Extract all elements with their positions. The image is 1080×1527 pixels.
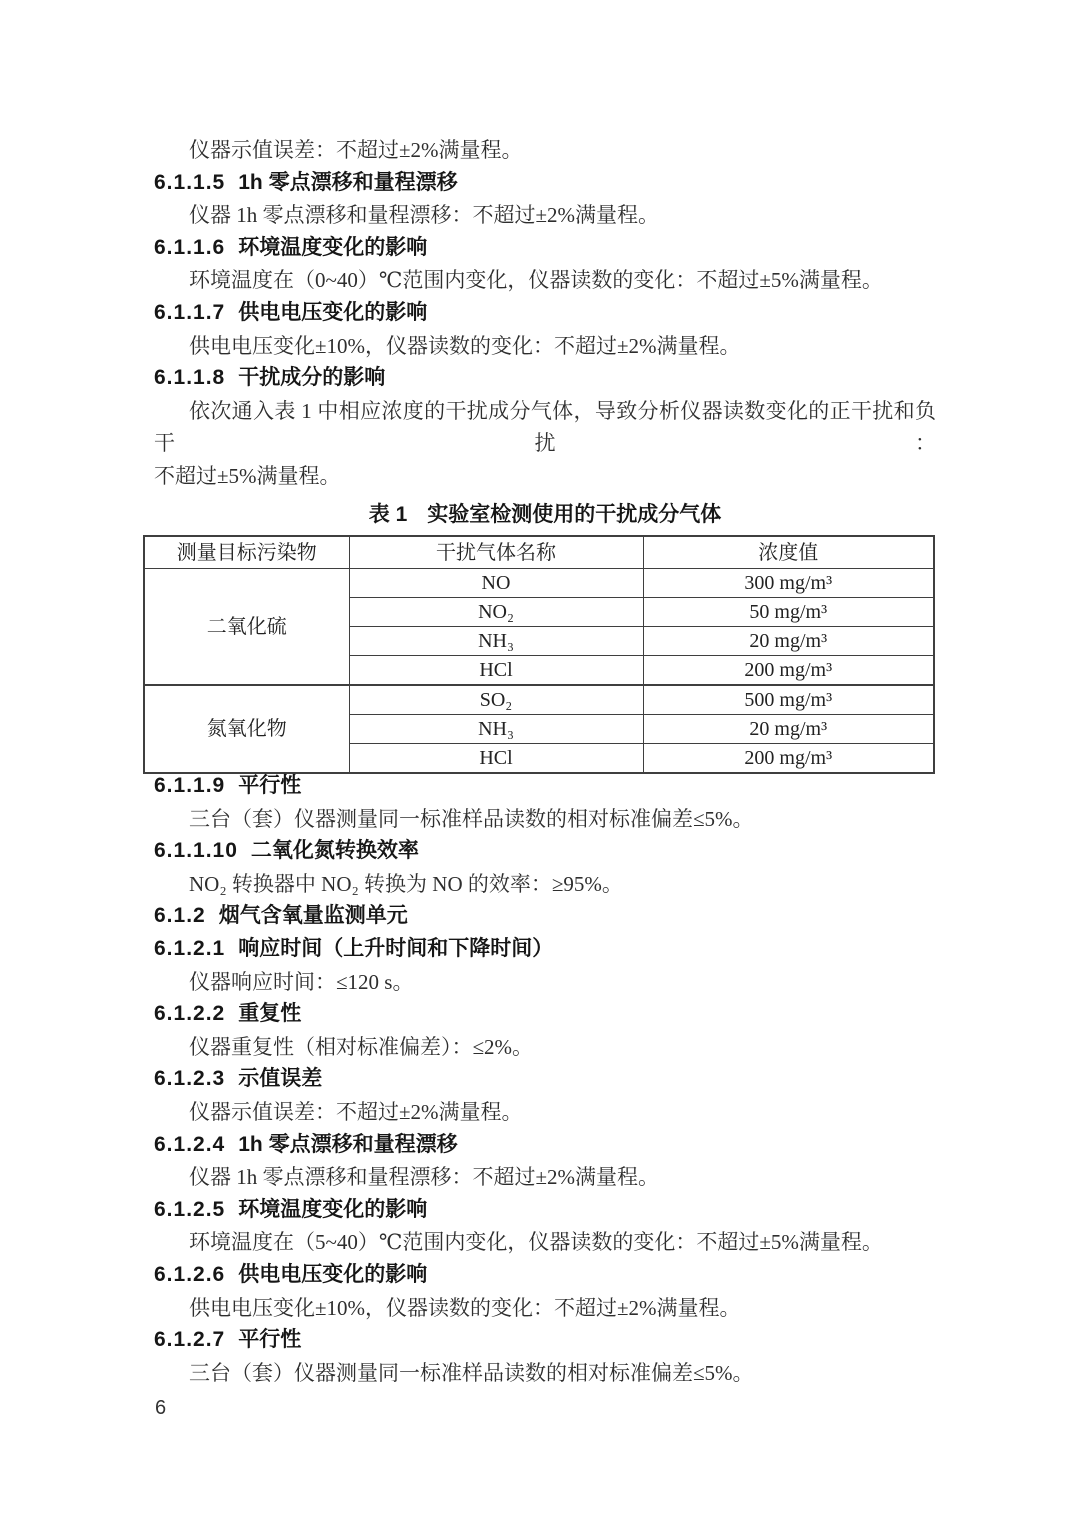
value-cell: 300 mg/m³	[643, 569, 934, 598]
section-title: 平行性	[238, 1328, 302, 1352]
pollutant-cell: 二氧化硫	[144, 569, 349, 686]
section-heading-6118	[154, 362, 936, 395]
section-title: 环境温度变化的影响	[238, 235, 428, 259]
section-number: 6.1.2.1	[154, 936, 226, 960]
section-number: 6.1.1.10	[154, 839, 238, 863]
gas-cell: NH₃	[349, 715, 643, 744]
section-number: 6.1.1.7	[154, 300, 226, 324]
pollutant-cell: 氮氧化物	[144, 685, 349, 773]
paragraph: 供电电压变化±10%，仪器读数的变化：不超过±2%满量程。	[189, 1295, 741, 1320]
paragraph: 依次通入表 1 中相应浓度的干扰成分气体，导致分析仪器读数变化的正干扰和负干扰：	[154, 398, 936, 456]
gas-cell: NO₂	[349, 598, 643, 627]
value-cell: 50 mg/m³	[643, 598, 934, 627]
paragraph: 仪器重复性（相对标准偏差）：≤2%。	[189, 1034, 534, 1059]
section-title: 干扰成分的影响	[238, 366, 386, 390]
section-heading-6126	[154, 1259, 936, 1292]
paragraph: 仪器示值误差：不超过±2%满量程。	[189, 138, 523, 162]
section-heading-6116	[154, 232, 936, 265]
gas-cell: SO₂	[349, 685, 643, 715]
gas-cell: NO	[349, 569, 643, 598]
paragraph: 环境温度在（5~40）℃范围内变化，仪器读数的变化：不超过±5%满量程。	[189, 1230, 883, 1255]
section-title: 环境温度变化的影响	[238, 1197, 428, 1221]
value-cell: 500 mg/m³	[643, 685, 934, 715]
section-title: 响应时间（上升时间和下降时间）	[238, 936, 554, 960]
value-cell: 20 mg/m³	[643, 715, 934, 744]
section-number: 6.1.2	[154, 904, 206, 928]
section-heading-6121	[154, 933, 936, 966]
section-title: 示值误差	[238, 1067, 323, 1091]
section-heading-6127	[154, 1324, 936, 1357]
paragraph: 环境温度在（0~40）℃范围内变化，仪器读数的变化：不超过±5%满量程。	[189, 268, 883, 293]
page-number: 6	[155, 1397, 167, 1419]
paragraph: 仪器示值误差：不超过±2%满量程。	[189, 1099, 523, 1124]
paragraph: NO₂ 转换器中 NO₂ 转换为 NO 的效率：≥95%。	[189, 871, 623, 896]
paragraph: 三台（套）仪器测量同一标准样品读数的相对标准偏差≤5%。	[189, 1360, 754, 1385]
section-title: 供电电压变化的影响	[238, 300, 428, 324]
table-row	[144, 569, 934, 598]
paragraph: 仪器 1h 零点漂移和量程漂移：不超过±2%满量程。	[189, 1165, 660, 1190]
section-heading-6122	[154, 998, 936, 1031]
section-number: 6.1.2.6	[154, 1262, 226, 1286]
section-title: 1h 零点漂移和量程漂移	[238, 1132, 458, 1156]
section-number: 6.1.2.7	[154, 1328, 226, 1352]
section-number: 6.1.2.3	[154, 1067, 226, 1091]
section-heading-612	[154, 900, 936, 933]
section-heading-6125	[154, 1194, 936, 1227]
paragraph: 仪器 1h 零点漂移和量程漂移：不超过±2%满量程。	[189, 203, 660, 228]
section-heading-6119	[154, 770, 936, 803]
table-caption-label: 表 1	[368, 502, 408, 526]
gas-cell: HCl	[349, 744, 643, 774]
section-title: 重复性	[238, 1002, 302, 1026]
table-header-row	[144, 536, 934, 569]
section-heading-6117	[154, 297, 936, 330]
gas-cell: HCl	[349, 656, 643, 686]
section-heading-6123	[154, 1063, 936, 1096]
section-heading-61110	[154, 835, 936, 868]
paragraph: 三台（套）仪器测量同一标准样品读数的相对标准偏差≤5%。	[189, 806, 754, 831]
section-title: 平行性	[238, 774, 302, 797]
section-number: 6.1.1.6	[154, 235, 226, 259]
value-cell: 200 mg/m³	[643, 744, 934, 774]
section-number: 6.1.2.5	[154, 1197, 226, 1221]
document-body-lower	[154, 770, 936, 1389]
section-heading-6115	[154, 167, 936, 200]
paragraph: 不超过±5%满量程。	[154, 463, 341, 488]
section-heading-6124	[154, 1129, 936, 1162]
section-title: 烟气含氧量监测单元	[218, 904, 408, 928]
section-number: 6.1.1.9	[154, 774, 226, 797]
value-cell: 20 mg/m³	[643, 627, 934, 656]
paragraph: 仪器响应时间：≤120 s。	[189, 969, 414, 994]
table-caption	[154, 499, 936, 532]
section-title: 二氧化氮转换效率	[250, 839, 419, 863]
table-row	[144, 685, 934, 715]
paragraph: 供电电压变化±10%，仪器读数的变化：不超过±2%满量程。	[189, 333, 741, 358]
section-title: 供电电压变化的影响	[238, 1262, 428, 1286]
table-header-gas: 干扰气体名称	[349, 536, 643, 569]
interference-gas-table	[143, 535, 935, 774]
gas-cell: NH₃	[349, 627, 643, 656]
document-body-upper	[154, 134, 936, 774]
section-number: 6.1.1.5	[154, 170, 226, 194]
section-title: 1h 零点漂移和量程漂移	[238, 170, 458, 194]
table-caption-title: 实验室检测使用的干扰成分气体	[427, 502, 722, 526]
table-header-value: 浓度值	[643, 536, 934, 569]
section-number: 6.1.1.8	[154, 366, 226, 390]
table-header-pollutant: 测量目标污染物	[144, 536, 349, 569]
value-cell: 200 mg/m³	[643, 656, 934, 686]
section-number: 6.1.2.2	[154, 1002, 226, 1026]
section-number: 6.1.2.4	[154, 1132, 226, 1156]
